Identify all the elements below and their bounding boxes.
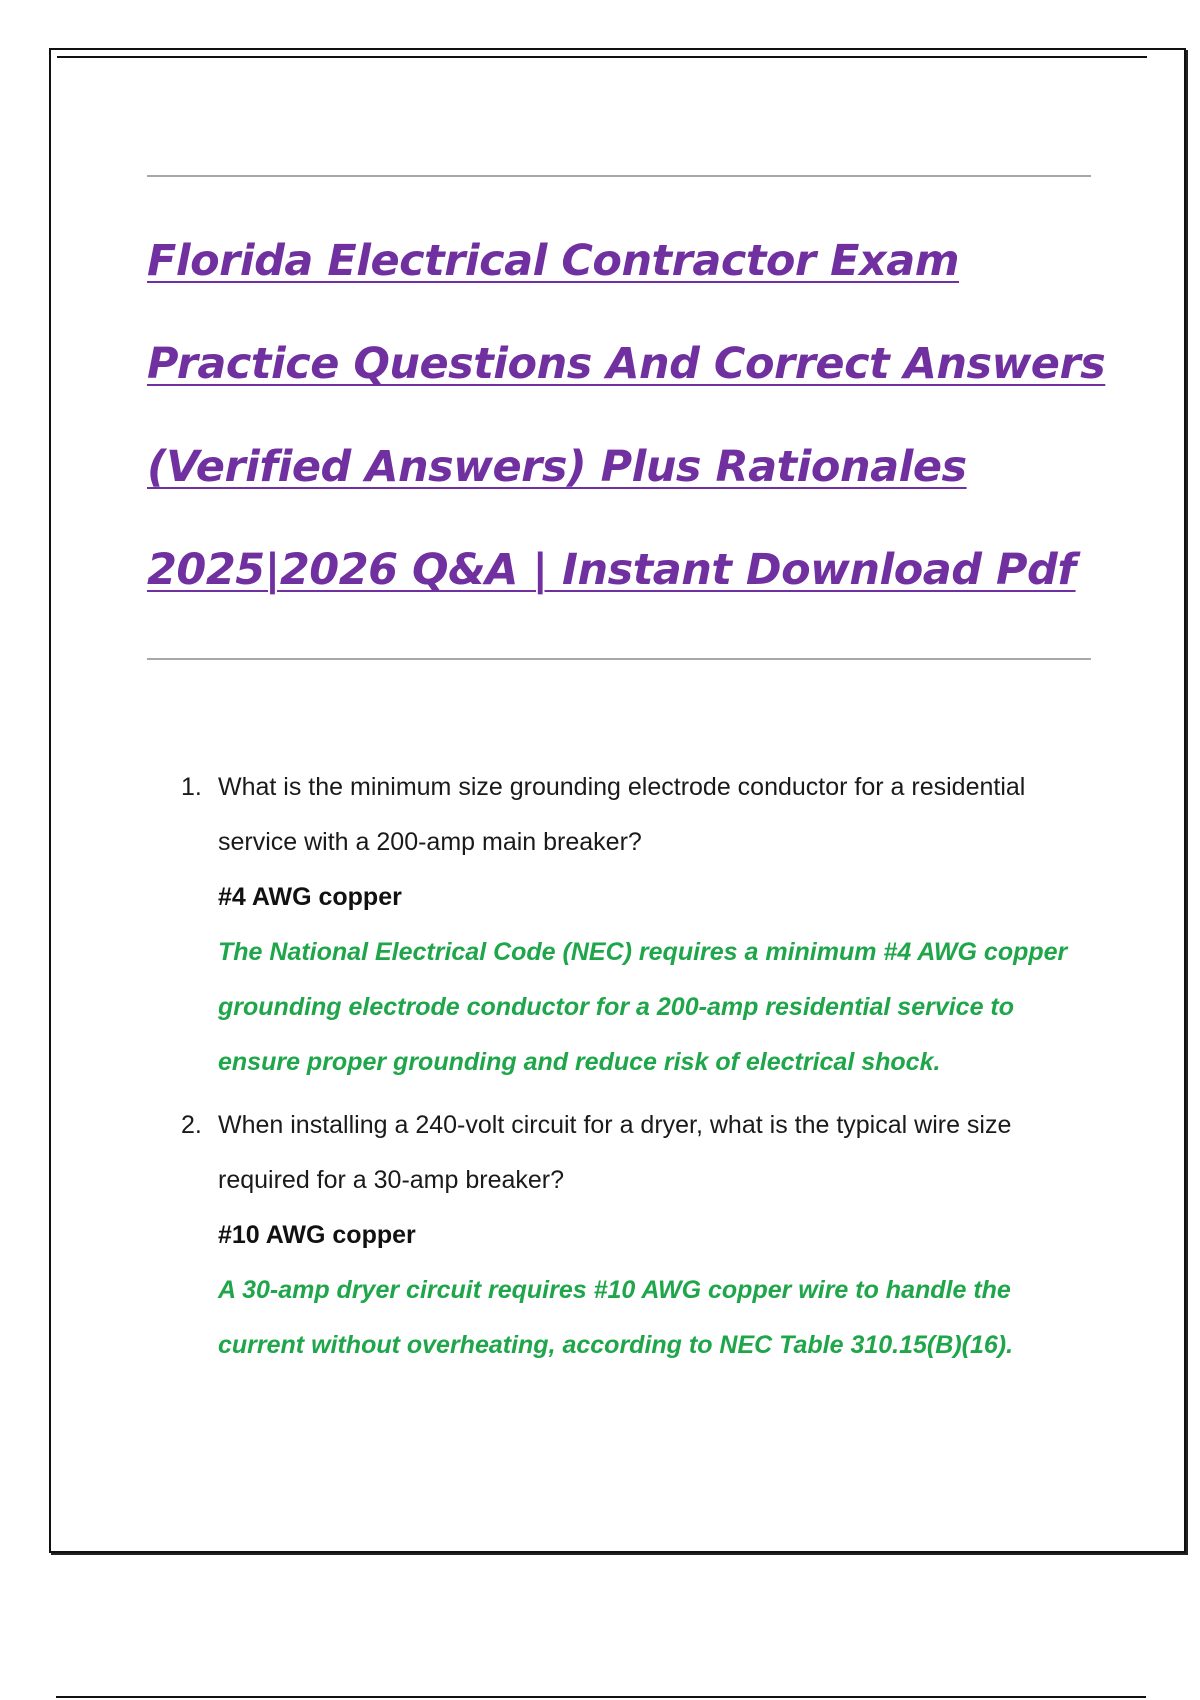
title-line-4: 2025|2026 Q&A | Instant Download Pdf xyxy=(147,545,1076,595)
title-bottom-divider xyxy=(147,658,1091,660)
question-number: 2. xyxy=(181,1111,202,1139)
frame-top-rule xyxy=(57,56,1147,58)
rationale-text: A 30-amp dryer circuit requires #10 AWG copper wire to handle the current without overheating, according to NEC Table 310.15(B)(16). xyxy=(218,1276,1014,1359)
rationale-text: The National Electrical Code (NEC) requires a minimum #4 AWG copper grounding electrode conductor for a 200-amp residential service to ensure proper grounding and reduce risk of electrical shock. xyxy=(218,938,1068,1076)
answer-text: #10 AWG copper xyxy=(218,1221,416,1249)
document-page xyxy=(49,48,1186,1553)
title-top-divider xyxy=(147,175,1091,177)
question-list xyxy=(181,760,1081,1373)
document-title xyxy=(147,210,1137,622)
next-page-top-rule xyxy=(56,1696,1146,1698)
title-line-2: Practice Questions And Correct Answers xyxy=(147,339,1106,389)
title-line-1: Florida Electrical Contractor Exam xyxy=(147,236,960,286)
answer-text: #4 AWG copper xyxy=(218,883,402,911)
question-number: 1. xyxy=(181,773,202,801)
question-item-1 xyxy=(181,760,1081,1090)
question-item-2 xyxy=(181,1098,1081,1373)
question-text: When installing a 240-volt circuit for a dryer, what is the typical wire size required for a 30-amp breaker? xyxy=(218,1111,1012,1194)
title-line-3: (Verified Answers) Plus Rationales xyxy=(147,442,967,492)
question-text: What is the minimum size grounding electrode conductor for a residential service with a 200-amp main breaker? xyxy=(218,773,1026,856)
